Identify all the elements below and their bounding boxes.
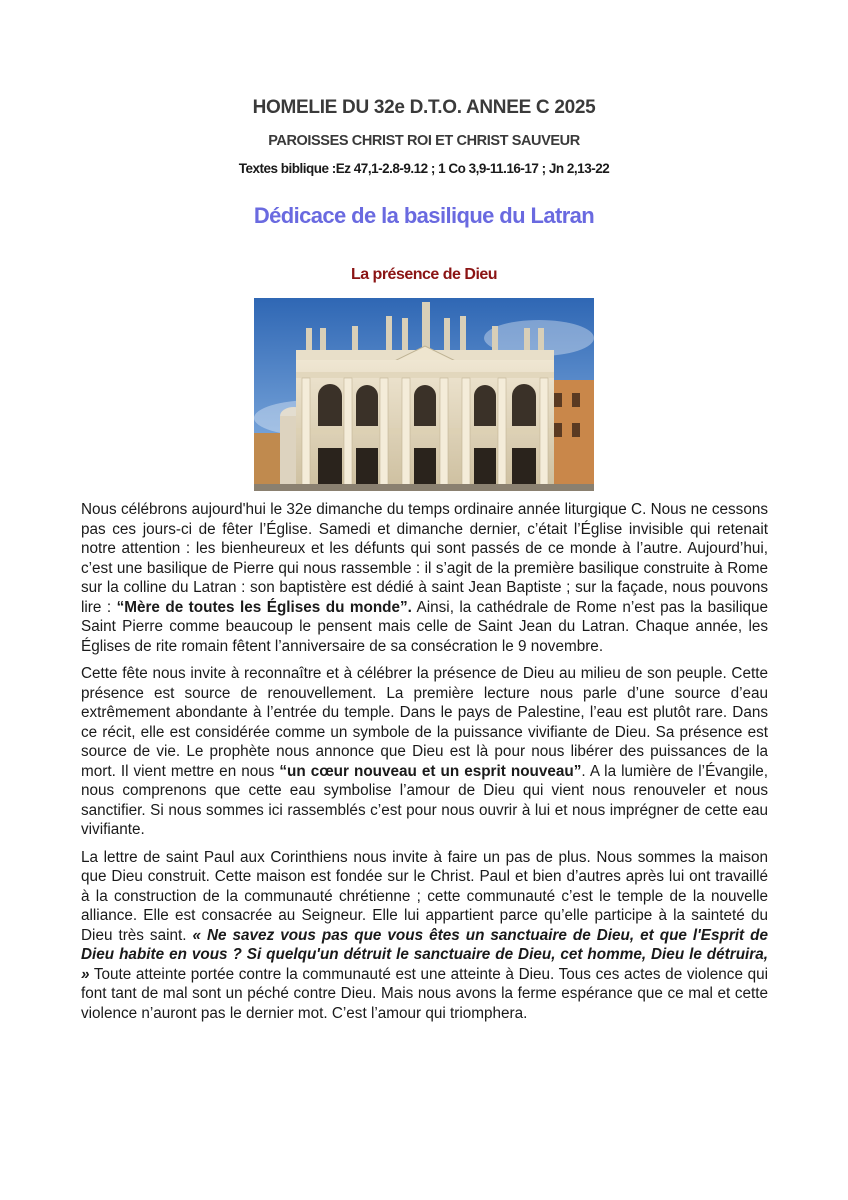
paragraph-3-quote: « Ne savez vous pas que vous êtes un sanctuaire de Dieu, et que l'Esprit de Dieu habite en vous ? Si quelqu'un détruit le sanctuaire de Dieu, cet homme, Dieu le détruira, » — [81, 926, 768, 983]
homily-body — [81, 500, 768, 1031]
homily-title: HOMELIE DU 32e D.T.O. ANNEE C 2025 — [252, 97, 596, 118]
paragraph-2-quote: “un cœur nouveau et un esprit nouveau” — [279, 762, 582, 780]
parish-subtitle: PAROISSES CHRIST ROI ET CHRIST SAUVEUR — [268, 133, 580, 149]
bible-references: Textes biblique :Ez 47,1-2.8-9.12 ; 1 Co 3,9-11.16-17 ; Jn 2,13-22 — [238, 161, 610, 176]
paragraph-1-text-end: Ainsi, la cathédrale de Rome n’est pas la basilique Saint Pierre comme beaucoup le pensent mais celle de Saint Jean du Latran. Chaque année, les Églises de rite romain fêtent l’anniversaire de sa consécration le 9 novembre. — [81, 598, 768, 655]
paragraph-3 — [81, 848, 768, 1024]
paragraph-1 — [81, 500, 768, 656]
paragraph-3-text-end: Toute atteinte portée contre la communauté est une atteinte à Dieu. Tous ces actes de violence qui font tant de mal sont un péché contre Dieu. Mais nous avons la ferme espérance que ce mal et cette violence n’auront pas le dernier mot. C’est l’amour qui triomphera. — [81, 965, 768, 1022]
paragraph-1-text: Nous célébrons aujourd'hui le 32e dimanche du temps ordinaire année liturgique C. Nous ne cessons pas ces jours-ci de fêter l’Église. Samedi et dimanche dernier, c’était l’Église invisible qui retenait notre attention : les bienheureux et les défunts qui sont passés de ce monde à l’autre. Aujourd’hui, c’est une basilique de Pierre qui nous rassemble : il s’agit de la première basilique construite à Rome sur la colline du Latran : son baptistère est dédié à saint Jean Baptiste ; sur la façade, nous pouvons lire : — [81, 501, 768, 616]
theme-heading: La présence de Dieu — [350, 266, 498, 283]
paragraph-3-text: La lettre de saint Paul aux Corinthiens nous invite à faire un pas de plus. Nous sommes la maison que Dieu construit. Cette maison est fondée sur le Christ. Paul et bien d’autres après lui ont travaillé à la construction de la communauté chrétienne ; cette communauté c’est le temple de la nouvelle alliance. Elle est consacrée au Seigneur. Elle lui appartient parce qu’elle participe à la sainteté du Dieu très saint. — [81, 848, 768, 944]
feast-heading: Dédicace de la basilique du Latran — [253, 203, 595, 228]
paragraph-2 — [81, 664, 768, 840]
paragraph-1-quote: “Mère de toutes les Églises du monde”. — [116, 598, 412, 616]
paragraph-2-text: Cette fête nous invite à reconnaître et à célébrer la présence de Dieu au milieu de son peuple. Cette présence est source de renouvellement. La première lecture nous parle d’une source d’eau extrêmement abondante à l’entrée du temple. Dans le pays de Palestine, l’eau est plutôt rare. Dans ce récit, elle est considérée comme un symbole de la puissance vivifiante de Dieu. Sa présence est source de vie. Le prophète nous annonce que Dieu est là pour nous libérer des puissances de la mort. Il vient mettre en nous — [81, 665, 768, 780]
basilica-photo — [254, 298, 594, 491]
paragraph-2-text-end: . A la lumière de l’Évangile, nous comprenons que cette eau symbolise l’amour de Dieu qui vient nous renouveler et nous sanctifier. Si nous sommes ici rassemblés c’est pour nous ouvrir à lui et nous imprégner de cette eau vivifiante. — [81, 762, 769, 838]
